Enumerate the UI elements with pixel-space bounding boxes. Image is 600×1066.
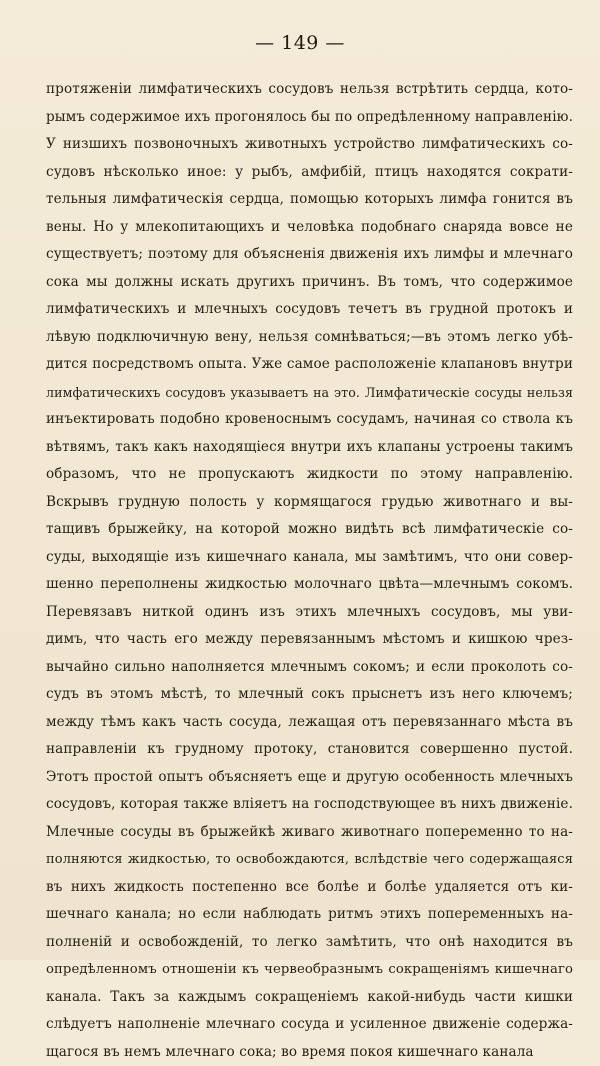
text-line: слѣдуетъ наполненіе млечнаго сосуда и усиленное движеніе содержа- <box>46 1011 573 1039</box>
text-line: Этотъ простой опытъ объясняетъ еще и другую особенность млечныхъ <box>46 764 573 792</box>
text-line: опредѣленномъ отношеніи къ червеобразнымъ сокращеніямъ кишечнаго <box>46 956 573 984</box>
text-line: существуетъ; поэтому для объясненія движенія ихъ лимфы и млечнаго <box>46 241 573 269</box>
text-line: вены. Но у млекопитающихъ и человѣка подобнаго снаряда вовсе не <box>46 214 573 242</box>
text-line: тельныя лимфатическія сердца, помощью которыхъ лимфа гонится въ <box>46 186 573 214</box>
text-line: инъектировать подобно кровеноснымъ сосудамъ, начиная со ствола къ <box>46 406 573 434</box>
text-line: Перевязавъ ниткой одинъ изъ этихъ млечныхъ сосудовъ, мы уви- <box>46 599 573 627</box>
text-line: суды, выходящіе изъ кишечнаго канала, мы замѣтимъ, что они совер- <box>46 544 573 572</box>
text-line: вычайно сильно наполняется млечнымъ сокомъ; и если проколоть со- <box>46 654 573 682</box>
text-line: лѣвую подключичную вену, нельзя сомнѣваться;—въ этомъ легко убѣ- <box>46 324 573 352</box>
text-line: канала. Такъ за каждымъ сокращеніемъ какой-нибудь части кишки <box>46 984 573 1012</box>
text-line: протяженіи лимфатическихъ сосудовъ нельзя встрѣтить сердца, кото- <box>46 76 573 104</box>
text-line: образомъ, что не пропускаютъ жидкости по этому направленію. <box>46 461 573 489</box>
text-line: У низшихъ позвоночныхъ животныхъ устройство лимфатическихъ со- <box>46 131 573 159</box>
text-line: щагося въ немъ млечнаго сока; во время покоя кишечнаго канала <box>46 1039 573 1066</box>
text-line: вѣтвямъ, такъ какъ находящіеся внутри ихъ клапаны устроены такимъ <box>46 434 573 462</box>
text-line: тащивъ брыжейку, на которой можно видѣть всѣ лимфатическіе со- <box>46 516 573 544</box>
text-line: Млечные сосуды въ брыжейкѣ живаго животнаго попеременно то на- <box>46 819 573 847</box>
text-line: шенно переполнены жидкостью молочнаго цвѣта—млечнымъ сокомъ. <box>46 571 573 599</box>
text-line: шечнаго канала; но если наблюдать ритмъ этихъ попеременныхъ на- <box>46 901 573 929</box>
text-line: сока мы должны искать другихъ причинъ. Въ томъ, что содержимое <box>46 269 573 297</box>
text-line: полненій и освобожденій, то легко замѣтить, что онѣ находится въ <box>46 929 573 957</box>
text-line: между тѣмъ какъ часть сосуда, лежащая отъ перевязаннаго мѣста въ <box>46 709 573 737</box>
text-line: Вскрывъ грудную полость у кормящагося грудью животнаго и вы- <box>46 489 573 517</box>
body-text <box>46 76 573 1066</box>
text-line: димъ, что часть его между перевязаннымъ мѣстомъ и кишкою чрез- <box>46 626 573 654</box>
text-line: дится посредствомъ опыта. Уже самое расположеніе клапановъ внутри <box>46 351 573 379</box>
text-line: сосудовъ, которая также вліяетъ на господствующее въ нихъ движеніе. <box>46 791 573 819</box>
text-line: судъ въ этомъ мѣстѣ, то млечный сокъ прыснетъ изъ него ключемъ; <box>46 681 573 709</box>
text-line: полняются жидкостью, то освобождаются, вслѣдствіе чего содержащаяся <box>46 846 573 874</box>
page-number: — 149 — <box>0 32 600 54</box>
text-line: въ нихъ жидкость постепенно все болѣе и болѣе удаляется отъ ки- <box>46 874 573 902</box>
text-line: направленіи къ грудному протоку, становится совершенно пустой. <box>46 736 573 764</box>
text-line: лимфатическихъ сосудовъ указываетъ на это. Лимфатическіе сосуды нельзя <box>46 379 573 407</box>
text-line: лимфатическихъ и млечныхъ сосудовъ течетъ въ грудной протокъ и <box>46 296 573 324</box>
text-line: судовъ нѣсколько иное: у рыбъ, амфибій, птицъ находятся сократи- <box>46 159 573 187</box>
text-line: рымъ содержимое ихъ прогонялось бы по опредѣленному направленію. <box>46 104 573 132</box>
